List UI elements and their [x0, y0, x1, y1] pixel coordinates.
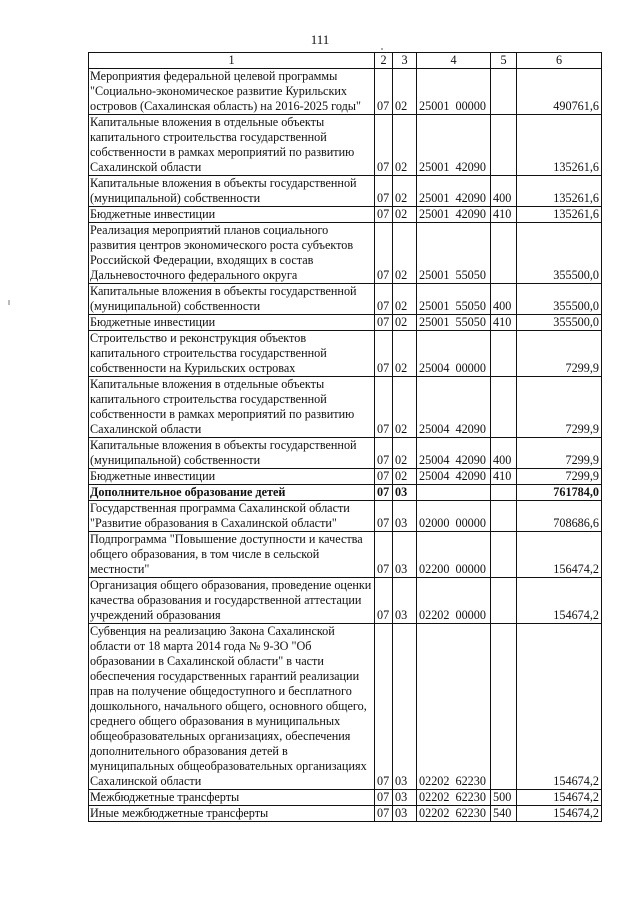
scan-artifact: [8, 300, 10, 305]
table-row: [89, 624, 602, 790]
header-col-2: 2: [375, 53, 393, 69]
row-amount-cell: 156474,2: [517, 532, 602, 578]
row-expense-type-cell: 400: [491, 284, 517, 315]
row-name-cell: Бюджетные инвестиции: [89, 315, 375, 331]
row-target-code-cell: [417, 207, 491, 223]
row-subsection-cell: 03: [393, 578, 417, 624]
row-amount-cell: 135261,6: [517, 176, 602, 207]
page-number: 111: [310, 32, 330, 47]
target-code-direction: 42090: [455, 191, 486, 205]
row-subsection-cell: 03: [393, 624, 417, 790]
row-name-cell: Бюджетные инвестиции: [89, 469, 375, 485]
row-amount-cell: 7299,9: [517, 438, 602, 469]
row-subsection-cell: 03: [393, 501, 417, 532]
row-name-cell: Реализация мероприятий планов социального развития центров экономического роста субъектов Российской Федерации, входящих в состав Дальневосточного федерального округа: [89, 223, 375, 284]
row-amount-cell: 355500,0: [517, 284, 602, 315]
row-target-code-cell: [417, 176, 491, 207]
table-row: [89, 578, 602, 624]
target-code-direction: 62230: [455, 790, 486, 804]
target-code-program: 25004: [419, 453, 450, 467]
row-subsection-cell: 02: [393, 223, 417, 284]
row-subsection-cell: 02: [393, 207, 417, 223]
row-subsection-cell: 02: [393, 438, 417, 469]
header-col-4: 4: [417, 53, 491, 69]
row-section-cell: 07: [375, 485, 393, 501]
row-expense-type-cell: 400: [491, 438, 517, 469]
row-amount-cell: 154674,2: [517, 790, 602, 806]
table-row: [89, 315, 602, 331]
row-section-cell: 07: [375, 438, 393, 469]
target-code-direction: 00000: [455, 608, 486, 622]
row-subsection-cell: 03: [393, 806, 417, 822]
target-code-direction: 42090: [455, 453, 486, 467]
row-name-cell: Капитальные вложения в отдельные объекты капитального строительства государственной собственности в рамках мероприятий по развитию Сахалинской области: [89, 377, 375, 438]
row-amount-cell: 154674,2: [517, 806, 602, 822]
row-target-code-cell: [417, 69, 491, 115]
table-row: [89, 790, 602, 806]
row-name-cell: Капитальные вложения в отдельные объекты капитального строительства государственной собственности в рамках мероприятий по развитию Сахалинской области: [89, 115, 375, 176]
target-code-program: 02202: [419, 790, 450, 804]
row-name-cell: Подпрограмма "Повышение доступности и качества общего образования, в том числе в сельской местности": [89, 532, 375, 578]
table-header-row: [89, 53, 602, 69]
row-section-cell: 07: [375, 176, 393, 207]
table-row: [89, 284, 602, 315]
row-amount-cell: 154674,2: [517, 578, 602, 624]
row-name-cell: Капитальные вложения в объекты государственной (муниципальной) собственности: [89, 284, 375, 315]
row-target-code-cell: [417, 331, 491, 377]
row-expense-type-cell: 540: [491, 806, 517, 822]
row-amount-cell: 154674,2: [517, 624, 602, 790]
table-row: [89, 115, 602, 176]
row-section-cell: 07: [375, 578, 393, 624]
header-col-3: 3: [393, 53, 417, 69]
header-col-5: 5: [491, 53, 517, 69]
row-section-cell: 07: [375, 207, 393, 223]
row-section-cell: 07: [375, 69, 393, 115]
row-section-cell: 07: [375, 284, 393, 315]
row-name-cell: Строительство и реконструкция объектов капитального строительства государственной собственности на Курильских островах: [89, 331, 375, 377]
row-section-cell: 07: [375, 806, 393, 822]
row-expense-type-cell: 410: [491, 207, 517, 223]
row-subsection-cell: 02: [393, 315, 417, 331]
row-target-code-cell: [417, 790, 491, 806]
target-code-direction: 00000: [455, 361, 486, 375]
row-name-cell: Межбюджетные трансферты: [89, 790, 375, 806]
target-code-direction: 42090: [455, 207, 486, 221]
row-expense-type-cell: [491, 223, 517, 284]
target-code-direction: 62230: [455, 774, 486, 788]
row-expense-type-cell: [491, 578, 517, 624]
row-name-cell: Мероприятия федеральной целевой программы "Социально-экономическое развитие Курильских островов (Сахалинская область) на 2016-2025 годы": [89, 69, 375, 115]
row-expense-type-cell: [491, 377, 517, 438]
row-subsection-cell: 02: [393, 331, 417, 377]
row-target-code-cell: [417, 315, 491, 331]
row-amount-cell: 7299,9: [517, 377, 602, 438]
row-target-code-cell: [417, 501, 491, 532]
target-code-program: 25001: [419, 299, 450, 313]
row-target-code-cell: [417, 284, 491, 315]
row-target-code-cell: [417, 115, 491, 176]
row-subsection-cell: 02: [393, 115, 417, 176]
row-name-cell: Государственная программа Сахалинской области "Развитие образования в Сахалинской области": [89, 501, 375, 532]
target-code-program: 25004: [419, 361, 450, 375]
row-amount-cell: 761784,0: [517, 485, 602, 501]
row-name-cell: Бюджетные инвестиции: [89, 207, 375, 223]
scan-artifact: [381, 48, 383, 50]
row-amount-cell: 7299,9: [517, 469, 602, 485]
row-section-cell: 07: [375, 377, 393, 438]
table-row: [89, 438, 602, 469]
row-name-cell: Капитальные вложения в объекты государственной (муниципальной) собственности: [89, 176, 375, 207]
row-amount-cell: 490761,6: [517, 69, 602, 115]
row-section-cell: 07: [375, 469, 393, 485]
row-expense-type-cell: [491, 532, 517, 578]
row-section-cell: 07: [375, 532, 393, 578]
target-code-program: 25001: [419, 160, 450, 174]
row-expense-type-cell: [491, 624, 517, 790]
target-code-direction: 00000: [455, 516, 486, 530]
table-row: [89, 69, 602, 115]
row-amount-cell: 7299,9: [517, 331, 602, 377]
row-amount-cell: 355500,0: [517, 315, 602, 331]
row-subsection-cell: 02: [393, 469, 417, 485]
row-name-cell: Иные межбюджетные трансферты: [89, 806, 375, 822]
row-subsection-cell: 02: [393, 284, 417, 315]
target-code-program: 02000: [419, 516, 450, 530]
row-section-cell: 07: [375, 315, 393, 331]
header-col-1: 1: [89, 53, 375, 69]
target-code-direction: 55050: [455, 268, 486, 282]
row-section-cell: 07: [375, 501, 393, 532]
row-amount-cell: 355500,0: [517, 223, 602, 284]
row-target-code-cell: [417, 532, 491, 578]
budget-table: [88, 52, 602, 822]
target-code-direction: 00000: [455, 99, 486, 113]
row-name-cell: Организация общего образования, проведение оценки качества образования и государственной аттестации учреждений образования: [89, 578, 375, 624]
target-code-direction: 42090: [455, 160, 486, 174]
row-expense-type-cell: [491, 69, 517, 115]
row-expense-type-cell: [491, 331, 517, 377]
row-target-code-cell: [417, 624, 491, 790]
target-code-program: 25004: [419, 469, 450, 483]
row-target-code-cell: [417, 806, 491, 822]
target-code-program: 25004: [419, 422, 450, 436]
row-target-code-cell: [417, 223, 491, 284]
target-code-program: 02202: [419, 774, 450, 788]
row-amount-cell: 708686,6: [517, 501, 602, 532]
target-code-program: 25001: [419, 268, 450, 282]
target-code-program: 25001: [419, 191, 450, 205]
table-row: [89, 223, 602, 284]
target-code-program: 25001: [419, 207, 450, 221]
row-name-cell: Дополнительное образование детей: [89, 485, 375, 501]
row-expense-type-cell: 400: [491, 176, 517, 207]
row-amount-cell: 135261,6: [517, 115, 602, 176]
row-subsection-cell: 02: [393, 377, 417, 438]
target-code-program: 02202: [419, 806, 450, 820]
row-subsection-cell: 03: [393, 532, 417, 578]
table-row: [89, 532, 602, 578]
header-col-6: 6: [517, 53, 602, 69]
target-code-program: 02200: [419, 562, 450, 576]
table-row: [89, 485, 602, 501]
row-target-code-cell: [417, 377, 491, 438]
row-name-cell: Субвенция на реализацию Закона Сахалинской области от 18 марта 2014 года № 9-ЗО "Об образовании в Сахалинской области" в части обеспечения государственных гарантий реализации прав на получение общедоступного и бесплатного дошкольного, начального общего, основного общего, среднего общего образования в муниципальных общеобразовательных организациях, обеспечения дополнительного образования детей в муниципальных общеобразовательных организациях Сахалинской области: [89, 624, 375, 790]
target-code-program: 02202: [419, 608, 450, 622]
row-subsection-cell: 03: [393, 485, 417, 501]
table-row: [89, 207, 602, 223]
table-row: [89, 469, 602, 485]
row-section-cell: 07: [375, 331, 393, 377]
table-row: [89, 377, 602, 438]
row-expense-type-cell: 500: [491, 790, 517, 806]
budget-table-body: [89, 53, 602, 822]
row-target-code-cell: [417, 485, 491, 501]
row-expense-type-cell: 410: [491, 315, 517, 331]
target-code-direction: 00000: [455, 562, 486, 576]
row-section-cell: 07: [375, 223, 393, 284]
row-expense-type-cell: [491, 501, 517, 532]
row-section-cell: 07: [375, 790, 393, 806]
target-code-direction: 62230: [455, 806, 486, 820]
row-name-cell: Капитальные вложения в объекты государственной (муниципальной) собственности: [89, 438, 375, 469]
target-code-direction: 42090: [455, 422, 486, 436]
target-code-direction: 55050: [455, 299, 486, 313]
row-expense-type-cell: [491, 485, 517, 501]
row-expense-type-cell: 410: [491, 469, 517, 485]
table-row: [89, 501, 602, 532]
row-target-code-cell: [417, 438, 491, 469]
row-amount-cell: 135261,6: [517, 207, 602, 223]
target-code-direction: 42090: [455, 469, 486, 483]
row-target-code-cell: [417, 469, 491, 485]
row-target-code-cell: [417, 578, 491, 624]
row-section-cell: 07: [375, 115, 393, 176]
table-row: [89, 331, 602, 377]
target-code-program: 25001: [419, 99, 450, 113]
target-code-direction: 55050: [455, 315, 486, 329]
table-row: [89, 176, 602, 207]
table-row: [89, 806, 602, 822]
target-code-program: 25001: [419, 315, 450, 329]
row-expense-type-cell: [491, 115, 517, 176]
row-subsection-cell: 02: [393, 69, 417, 115]
row-subsection-cell: 02: [393, 176, 417, 207]
row-subsection-cell: 03: [393, 790, 417, 806]
row-section-cell: 07: [375, 624, 393, 790]
